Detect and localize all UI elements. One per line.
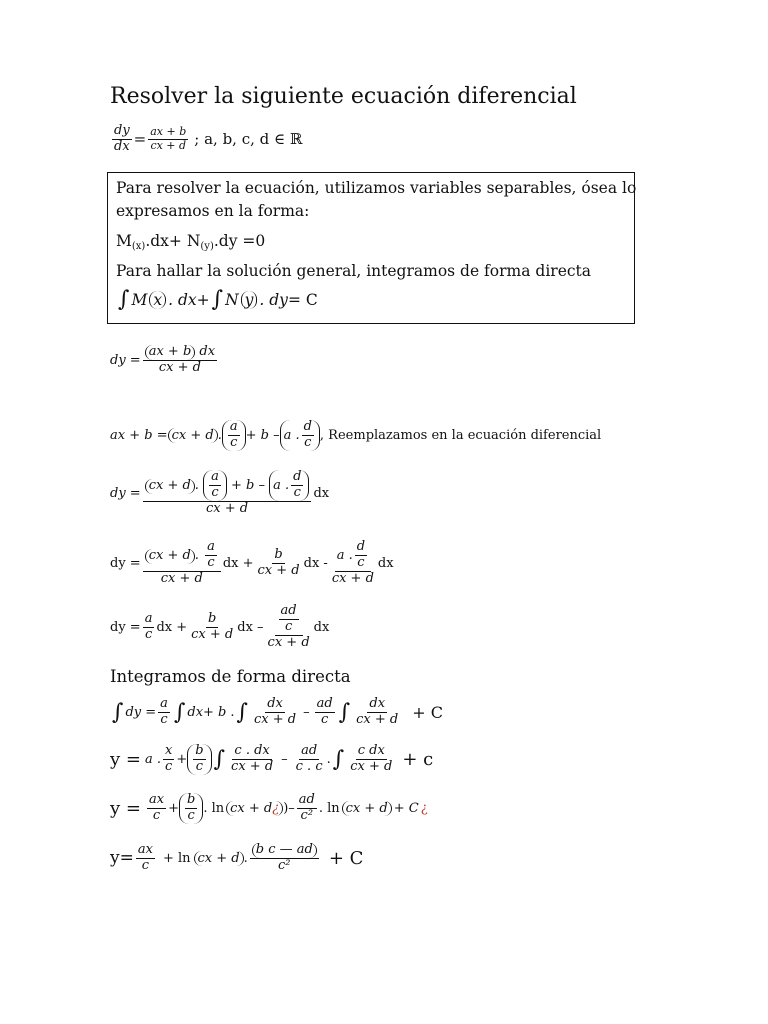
step4-term1: [143, 540, 221, 587]
s5-t2-den: cx + d: [191, 626, 234, 642]
step2-lhs: ax + b =: [110, 427, 168, 443]
s5-t1-num: a: [144, 610, 153, 626]
step-3: [110, 470, 329, 517]
section-heading: Integramos de forma directa: [110, 667, 351, 686]
y-subscript: (y): [200, 241, 214, 252]
s5-t3-c: c: [284, 618, 293, 634]
s5-t2-num: b: [208, 610, 217, 626]
step5-term3: [266, 604, 312, 651]
s7-f2-num: ad: [301, 743, 318, 758]
s8-bc-paren: [179, 793, 203, 824]
rhs-num: ax + b: [150, 125, 187, 139]
step-4: [110, 540, 394, 587]
step4-term2: [256, 548, 302, 579]
step3-adot: a .: [273, 477, 290, 493]
s6-dy: dy =: [125, 704, 157, 720]
integral-symbol: ∫: [213, 746, 226, 772]
s9-ln-arg: cx + d: [194, 851, 244, 866]
s5-t3-ad: ad: [280, 603, 297, 618]
s7-f3-num: c dx: [357, 743, 385, 758]
s9-y: y=: [110, 848, 134, 869]
main-equation: [110, 124, 302, 155]
step2-paren-frac: [222, 420, 246, 451]
m-func: M: [131, 290, 148, 309]
s7-f1-den: cx + d: [231, 758, 274, 774]
s7-f1: [229, 744, 275, 775]
t1-c: c: [207, 554, 215, 570]
step3-d: d: [293, 469, 302, 484]
integral-symbol: ∫: [332, 746, 345, 772]
step3-fraction: [143, 470, 312, 517]
step-6: [110, 697, 443, 728]
frac-a: a: [229, 419, 238, 434]
s5-t2-tail: dx –: [237, 619, 264, 635]
rhs-fraction: [148, 126, 188, 152]
box-line-1: Para resolver la ecuación, utilizamos variables separables, ósea lo: [116, 179, 637, 197]
integral-symbol: ∫: [118, 287, 130, 312]
step2-dot: .: [217, 427, 222, 443]
step2-mid: + b –: [245, 427, 280, 443]
t3-c: c: [357, 554, 365, 570]
a-dot: a .: [283, 427, 300, 443]
s6-bdot: b .: [217, 704, 235, 720]
step2-comment: , Reemplazamos en la ecuación diferencial: [319, 427, 602, 443]
s7-f2-den: c . c: [295, 758, 323, 774]
s6-c: c: [160, 711, 168, 727]
s9-f1-num: ax: [137, 842, 153, 857]
x-subscript: (x): [131, 241, 146, 252]
s8-c: c: [187, 807, 195, 823]
step3-den: cx + d: [206, 500, 249, 516]
step5-term1: [143, 612, 155, 643]
step-2: [110, 420, 601, 451]
explanation-box: [107, 172, 635, 324]
t3-a: a .: [336, 547, 353, 563]
domain-text: ; a, b, c, d ∈ ℝ: [194, 130, 303, 149]
box-line-3: [116, 232, 265, 252]
dy-text: . dy: [259, 290, 288, 309]
s9-tail: + C: [328, 847, 364, 869]
integral-symbol: ∫: [338, 699, 351, 725]
s6-a: a: [160, 696, 168, 711]
step5-term2: [189, 612, 235, 643]
step-5: [110, 604, 329, 651]
s6-f1: [252, 697, 298, 728]
integral-symbol: ∫: [173, 699, 186, 725]
s7-x: x: [165, 743, 173, 758]
s5-t3-tail: dx: [313, 619, 330, 635]
t1-den: cx + d: [160, 570, 203, 586]
step-1: [110, 345, 219, 376]
s7-xc: [163, 744, 174, 775]
s7-c: c: [165, 758, 173, 774]
s5-t3-den: cx + d: [267, 634, 310, 650]
box-line-4: Para hallar la solución general, integramos de forma directa: [116, 262, 592, 280]
s8-f2-den: c²: [300, 807, 314, 823]
lhs-den: dx: [114, 138, 130, 154]
step-7: [110, 744, 433, 775]
s8-f1-den: c: [152, 807, 161, 823]
s6-f3-num: dx: [369, 696, 386, 711]
s9-f1-den: c: [141, 857, 150, 873]
t1-dot: .: [194, 547, 199, 563]
s6-f2-num: ad: [316, 696, 333, 711]
s6-f1-den: cx + d: [254, 711, 297, 727]
s8-tail: + C: [393, 800, 419, 816]
step3-a: a: [211, 469, 219, 484]
step5-lhs: dy =: [110, 619, 141, 635]
s7-b: b: [195, 743, 204, 758]
t1-a: a: [207, 539, 215, 554]
s8-f2: [297, 793, 317, 824]
s9-f2-den: c²: [278, 857, 291, 873]
step3-paren: cx + d: [145, 479, 195, 494]
integral-symbol: ∫: [211, 287, 224, 312]
s8-f2-num: ad: [298, 792, 315, 807]
lhs-num: dy: [114, 123, 130, 138]
t2-num: b: [274, 546, 283, 562]
y-arg: y: [241, 291, 258, 309]
s8-ln1: . ln: [203, 800, 225, 816]
integral-symbol: ∫: [112, 699, 124, 725]
s8-b: b: [186, 792, 196, 807]
s6-ac: [158, 697, 170, 728]
box-line-2: expresamos en la forma:: [116, 202, 310, 220]
rhs-den: cx + d: [150, 138, 187, 152]
s8-ln1-q: ¿: [272, 800, 280, 816]
t3-d: d: [356, 539, 366, 554]
t2-den: cx + d: [257, 562, 300, 578]
step3-mid: + b –: [230, 477, 265, 493]
step3-lhs: dy =: [110, 485, 141, 501]
s9-dot: .: [243, 850, 248, 866]
s7-f3: [348, 744, 394, 775]
s8-ln2-arg: cx + d: [342, 801, 392, 816]
s8-f1: [147, 793, 166, 824]
s7-f2: [294, 744, 325, 775]
s7-adot: a .: [144, 751, 161, 767]
t3-den: cx + d: [331, 570, 374, 586]
equals-c: = C: [287, 290, 318, 309]
x-arg: x: [149, 291, 166, 309]
s6-dxplus: dx+: [187, 704, 214, 720]
box-line-5: [116, 287, 318, 312]
s7-c2: c: [195, 758, 204, 774]
integral-symbol: ∫: [236, 699, 249, 725]
s6-f2-den: c: [321, 711, 329, 727]
step3-dot: .: [194, 477, 199, 493]
s6-f3-den: cx + d: [356, 711, 399, 727]
dx-plus: . dx+: [168, 290, 210, 309]
s5-t1-den: c: [144, 626, 153, 642]
equals: =: [133, 130, 147, 149]
s8-plus: +: [168, 800, 179, 816]
s8-ln1-arg-text: cx + d: [230, 800, 273, 816]
step2-paren: cx + d: [168, 428, 218, 443]
page-title: Resolver la siguiente ecuación diferencial: [110, 84, 577, 109]
s9-f1: [136, 843, 155, 874]
s7-minus: –: [281, 751, 288, 767]
s8-f1-num: ax: [148, 792, 165, 807]
step-9: [110, 843, 363, 874]
s5-t1-tail: dx +: [156, 619, 188, 635]
s8-minus: )–: [283, 800, 295, 816]
s6-f1-num: dx: [267, 696, 283, 711]
step4-lhs: dy =: [110, 555, 141, 571]
s7-y: y =: [110, 748, 141, 770]
s9-plus-ln: + ln: [162, 850, 191, 866]
t2-tail: dx -: [303, 555, 328, 571]
step1-num-paren: ax + b: [145, 345, 196, 360]
step2-paren-ad: [280, 420, 320, 451]
dx-n-text: .dx+ N: [145, 232, 201, 250]
s6-tail: + C: [412, 702, 443, 722]
step1-lhs: dy =: [110, 352, 141, 368]
step3-c2: c: [293, 484, 301, 500]
step3-dx: dx: [313, 485, 330, 501]
s6-minus: –: [303, 704, 310, 720]
t1-tail: dx +: [222, 555, 254, 571]
s9-f2: [250, 843, 319, 874]
frac-c2: c: [304, 434, 312, 450]
frac-c: c: [230, 434, 238, 450]
s8-y: y =: [110, 797, 141, 819]
dy-zero-text: .dy =0: [213, 232, 266, 250]
frac-d: d: [303, 419, 312, 434]
s7-dot: .: [326, 751, 331, 767]
s6-f3: [354, 697, 400, 728]
step1-den: cx + d: [158, 359, 201, 375]
s7-f3-den: cx + d: [350, 758, 393, 774]
n-func: N: [225, 290, 239, 309]
step1-num-dx: dx: [199, 344, 216, 359]
s8-tail-q: ¿: [420, 800, 428, 816]
s8-ln2: . ln: [318, 800, 340, 816]
step3-c: c: [211, 484, 219, 500]
step4-term3: [330, 540, 376, 587]
s6-f2: [315, 697, 335, 728]
s8-ln1-arg: [226, 801, 283, 816]
t1-paren: cx + d: [145, 549, 195, 564]
s7-bc-paren: [187, 744, 211, 775]
step-8: [110, 793, 428, 824]
t3-tail: dx: [377, 555, 394, 571]
s7-plus: +: [176, 751, 188, 767]
s7-f1-num: c . dx: [234, 743, 270, 758]
m-symbol: M: [116, 232, 132, 250]
s9-f2-num: b c — ad: [252, 843, 317, 858]
lhs-fraction: [112, 124, 132, 155]
step1-fraction: [143, 345, 217, 376]
s7-tail: + c: [402, 748, 434, 770]
